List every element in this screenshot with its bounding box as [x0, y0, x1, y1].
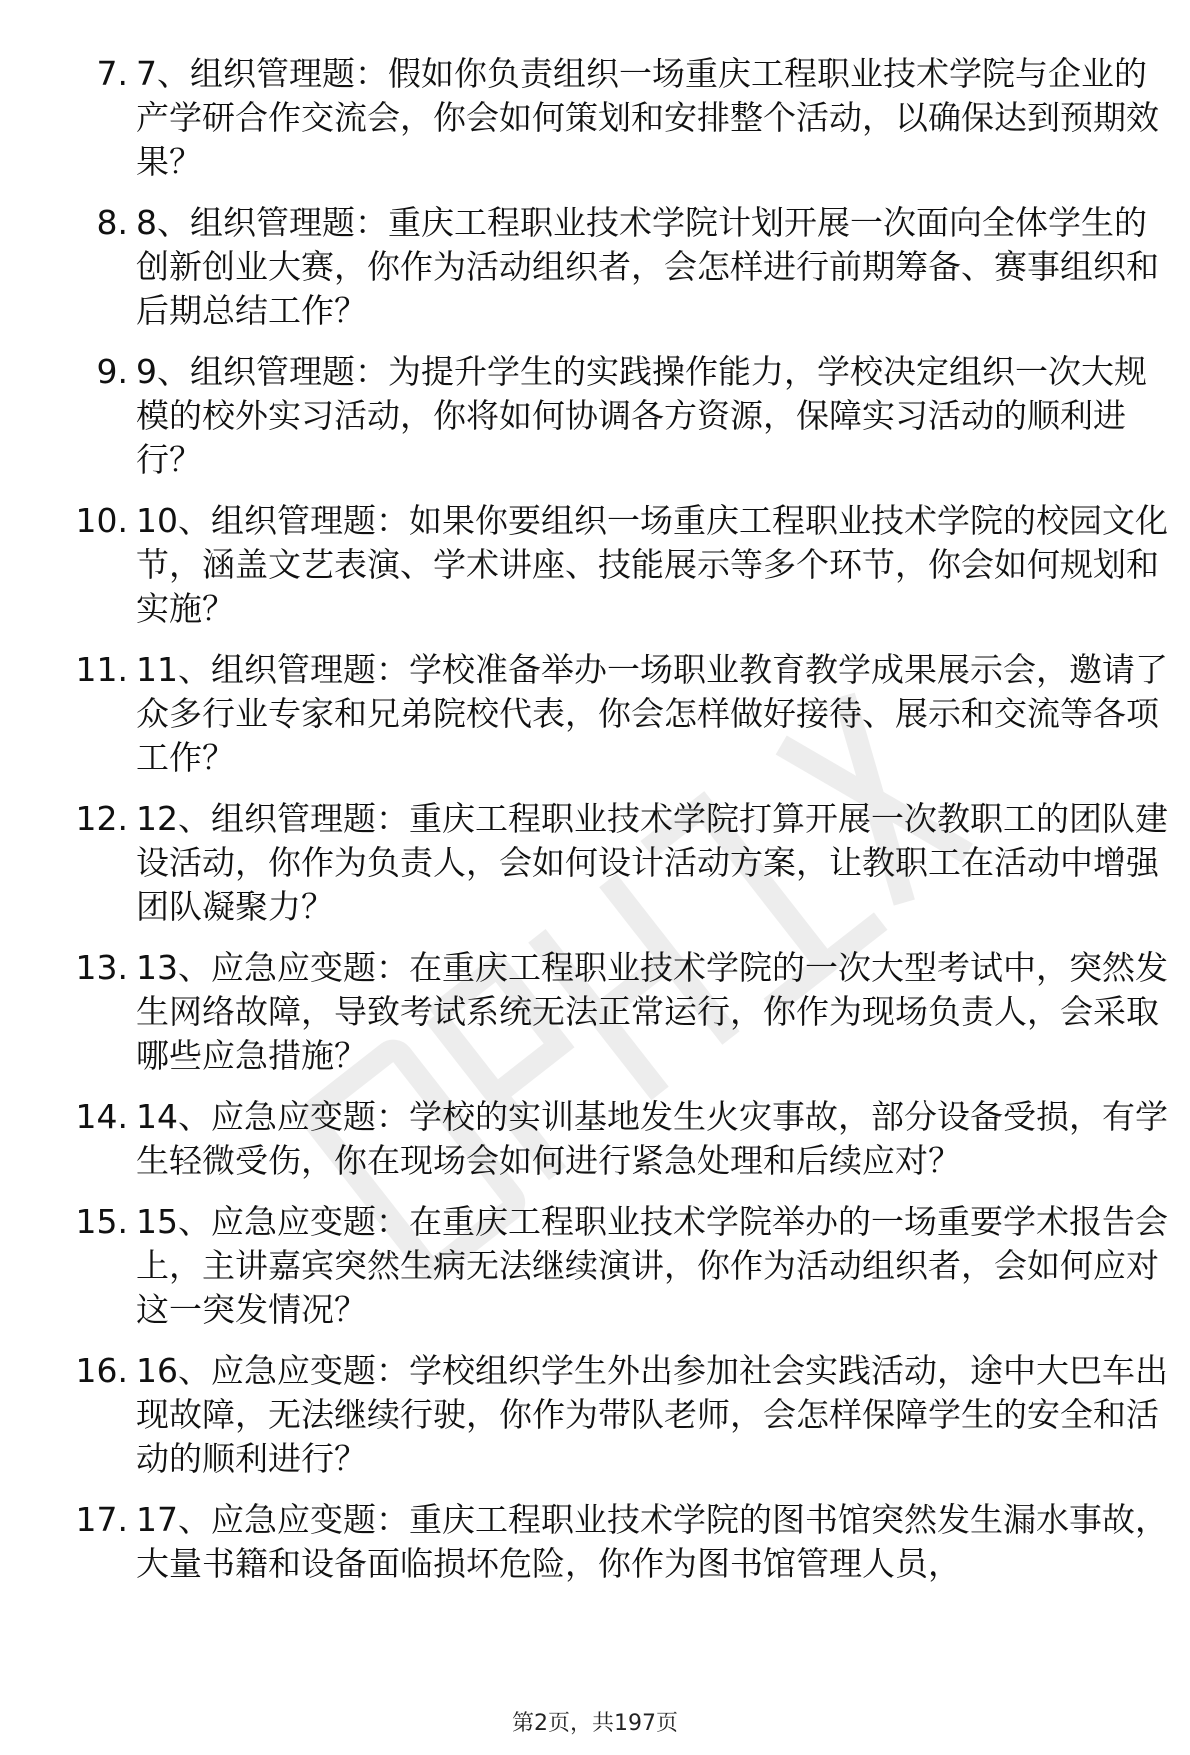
question-number: 10.: [75, 501, 128, 540]
question-text: 11、组织管理题：学校准备举办一场职业教育教学成果展示会，邀请了众多行业专家和兄弟院校代表，你会怎样做好接待、展示和交流等各项工作？: [136, 650, 1168, 777]
question-number: 15.: [75, 1202, 128, 1241]
list-item: [68, 201, 1168, 333]
list-item: [68, 1498, 1168, 1586]
list-item: [68, 797, 1168, 929]
list-item: [68, 1349, 1168, 1481]
list-item: [68, 350, 1168, 482]
list-item: [68, 52, 1168, 184]
question-number: 16.: [75, 1351, 128, 1390]
list-item: [68, 648, 1168, 780]
question-text: 14、应急应变题：学校的实训基地发生火灾事故，部分设备受损，有学生轻微受伤，你在现场会如何进行紧急处理和后续应对？: [136, 1097, 1168, 1180]
question-text: 16、应急应变题：学校组织学生外出参加社会实践活动，途中大巴车出现故障，无法继续行驶，你作为带队老师，会怎样保障学生的安全和活动的顺利进行？: [136, 1351, 1168, 1478]
list-item: [68, 1200, 1168, 1332]
question-number: 12.: [75, 799, 128, 838]
question-text: 17、应急应变题：重庆工程职业技术学院的图书馆突然发生漏水事故，大量书籍和设备面临损坏危险，你作为图书馆管理人员，: [136, 1500, 1168, 1583]
question-text: 9、组织管理题：为提升学生的实践操作能力，学校决定组织一次大规模的校外实习活动，你将如何协调各方资源，保障实习活动的顺利进行？: [136, 352, 1147, 479]
list-item: [68, 1095, 1168, 1183]
question-text: 10、组织管理题：如果你要组织一场重庆工程职业技术学院的校园文化节，涵盖文艺表演、学术讲座、技能展示等多个环节，你会如何规划和实施？: [136, 501, 1168, 628]
question-number: 8.: [96, 203, 128, 242]
question-number: 14.: [75, 1097, 128, 1136]
question-number: 9.: [96, 352, 128, 391]
question-number: 13.: [75, 948, 128, 987]
question-text: 13、应急应变题：在重庆工程职业技术学院的一次大型考试中，突然发生网络故障，导致考试系统无法正常运行，你作为现场负责人，会采取哪些应急措施？: [136, 948, 1168, 1075]
question-text: 7、组织管理题：假如你负责组织一场重庆工程职业技术学院与企业的产学研合作交流会，你会如何策划和安排整个活动，以确保达到预期效果？: [136, 54, 1159, 181]
question-list: [68, 52, 1168, 1603]
question-text: 12、组织管理题：重庆工程职业技术学院打算开展一次教职工的团队建设活动，你作为负责人，会如何设计活动方案，让教职工在活动中增强团队凝聚力？: [136, 799, 1168, 926]
page-number: 第2页，共197页: [512, 1711, 678, 1736]
question-number: 11.: [75, 650, 128, 689]
list-item: [68, 946, 1168, 1078]
question-number: 17.: [75, 1500, 128, 1539]
question-number: 7.: [96, 54, 128, 93]
question-text: 15、应急应变题：在重庆工程职业技术学院举办的一场重要学术报告会上，主讲嘉宾突然生病无法继续演讲，你作为活动组织者，会如何应对这一突发情况？: [136, 1202, 1168, 1329]
question-text: 8、组织管理题：重庆工程职业技术学院计划开展一次面向全体学生的创新创业大赛，你作为活动组织者，会怎样进行前期筹备、赛事组织和后期总结工作？: [136, 203, 1159, 330]
list-item: [68, 499, 1168, 631]
